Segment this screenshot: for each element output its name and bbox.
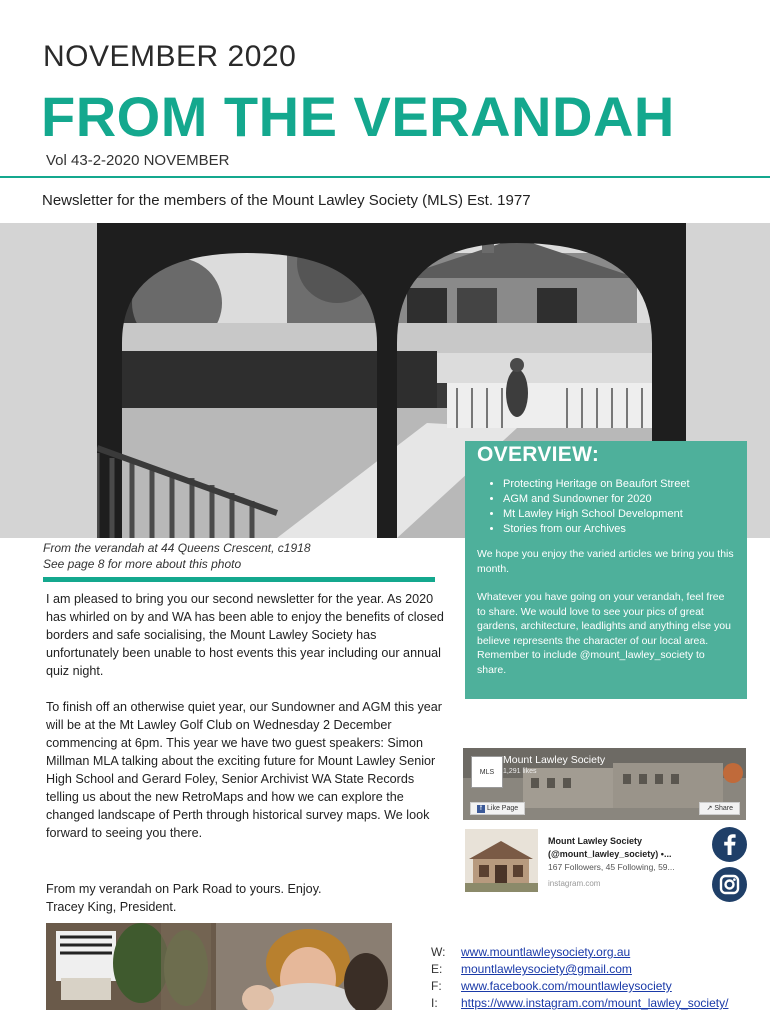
like-page-label: Like Page: [487, 805, 519, 812]
instagram-domain: instagram.com: [548, 879, 601, 888]
instagram-thumbnail[interactable]: [465, 829, 538, 892]
letter-paragraph: I am pleased to bring you our second newsletter for the year. As 2020 has whirled on by and WA has been able to enjoy the benefits of closed borders and safe socialising, the Mount Lawley Society has unfortunately been unable to host events this year including our annual quiz night.: [46, 592, 444, 678]
facebook-link[interactable]: www.facebook.com/mountlawleysociety: [461, 979, 672, 993]
contact-row-facebook: [431, 978, 728, 995]
like-page-button[interactable]: [470, 802, 525, 815]
overview-item: • Protecting Heritage on Beaufort Street: [503, 477, 735, 492]
overview-title: OVERVIEW:: [477, 443, 600, 466]
facebook-like-count: 1,291 likes: [503, 768, 537, 775]
signoff-line: From my verandah on Park Road to yours. Enjoy.: [46, 882, 322, 896]
newsletter-subtitle: Newsletter for the members of the Mount Lawley Society (MLS) Est. 1977: [42, 192, 531, 209]
issue-month: NOVEMBER 2020: [43, 40, 297, 73]
instagram-link[interactable]: https://www.instagram.com/mount_lawley_society/: [461, 996, 729, 1010]
president-letter: [46, 590, 446, 860]
overview-item: • Stories from our Archives: [503, 522, 735, 537]
instagram-icon: [712, 867, 747, 902]
contact-row-website: [431, 944, 728, 961]
overview-intro: We hope you enjoy the varied articles we bring you this month.: [477, 548, 734, 575]
photo-caption: [43, 540, 311, 572]
contact-key: E:: [431, 962, 443, 976]
instagram-profile-name[interactable]: [548, 835, 671, 861]
contact-row-instagram: [431, 995, 728, 1012]
facebook-button[interactable]: [712, 827, 747, 862]
facebook-icon: [712, 827, 747, 862]
email-link[interactable]: mountlawleysociety@gmail.com: [461, 962, 632, 976]
contact-key: F:: [431, 979, 442, 993]
share-label: Share: [714, 805, 733, 812]
bottom-photo-strip: [46, 923, 392, 1010]
section-divider: [43, 577, 435, 582]
instagram-name-line: Mount Lawley Society: [548, 836, 643, 846]
newsletter-title: FROM THE VERANDAH: [41, 85, 675, 148]
overview-item: • AGM and Sundowner for 2020: [503, 492, 735, 507]
share-button[interactable]: [699, 802, 740, 815]
facebook-page-widget[interactable]: [463, 748, 746, 820]
instagram-handle-line: (@mount_lawley_society) •...: [548, 849, 672, 859]
signoff-signature: Tracey King, President.: [46, 900, 177, 914]
facebook-page-name[interactable]: Mount Lawley Society: [503, 754, 606, 766]
overview-box: [465, 441, 747, 699]
caption-line: See page 8 for more about this photo: [43, 557, 242, 571]
contact-details: [431, 944, 728, 1012]
letter-paragraph: To finish off an otherwise quiet year, our Sundowner and AGM this year will be at the Mt Lawley Golf Club on Wednesday 2 December commencing at 6pm. This year we have two guest speakers: Simon Millman MLA talking about the exciting future for Mount Lawley Senior High School and Gerard Foley, Senior Archivist WA State Records telling us about the new RetroMaps and how we can explore the changed landscape of Perth through historical survey maps. We look forward to seeing you there.: [46, 700, 442, 840]
share-icon: ↗: [706, 805, 713, 812]
facebook-small-icon: f: [477, 805, 485, 813]
contact-row-email: [431, 961, 728, 978]
facebook-page-logo: MLS: [471, 756, 503, 788]
overview-share-note: Whatever you have going on your verandah, feel free to share. We would love to see your pics of great gardens, architecture, leadlights and anything else you believe represents the character of our local area. Remember to include @mount_lawley_society to share.: [477, 591, 731, 676]
overview-item: • Mt Lawley High School Development: [503, 507, 735, 522]
contact-key: W:: [431, 945, 446, 959]
volume-label: Vol 43-2-2020 NOVEMBER: [46, 152, 230, 169]
contact-key: I:: [431, 996, 438, 1010]
caption-line: From the verandah at 44 Queens Crescent, c1918: [43, 541, 311, 555]
header-divider: [0, 176, 770, 178]
overview-list: [503, 477, 735, 537]
instagram-stats: 167 Followers, 45 Following, 59...: [548, 862, 675, 872]
website-link[interactable]: www.mountlawleysociety.org.au: [461, 945, 631, 959]
letter-signoff: [46, 880, 322, 916]
instagram-button[interactable]: [712, 867, 747, 902]
